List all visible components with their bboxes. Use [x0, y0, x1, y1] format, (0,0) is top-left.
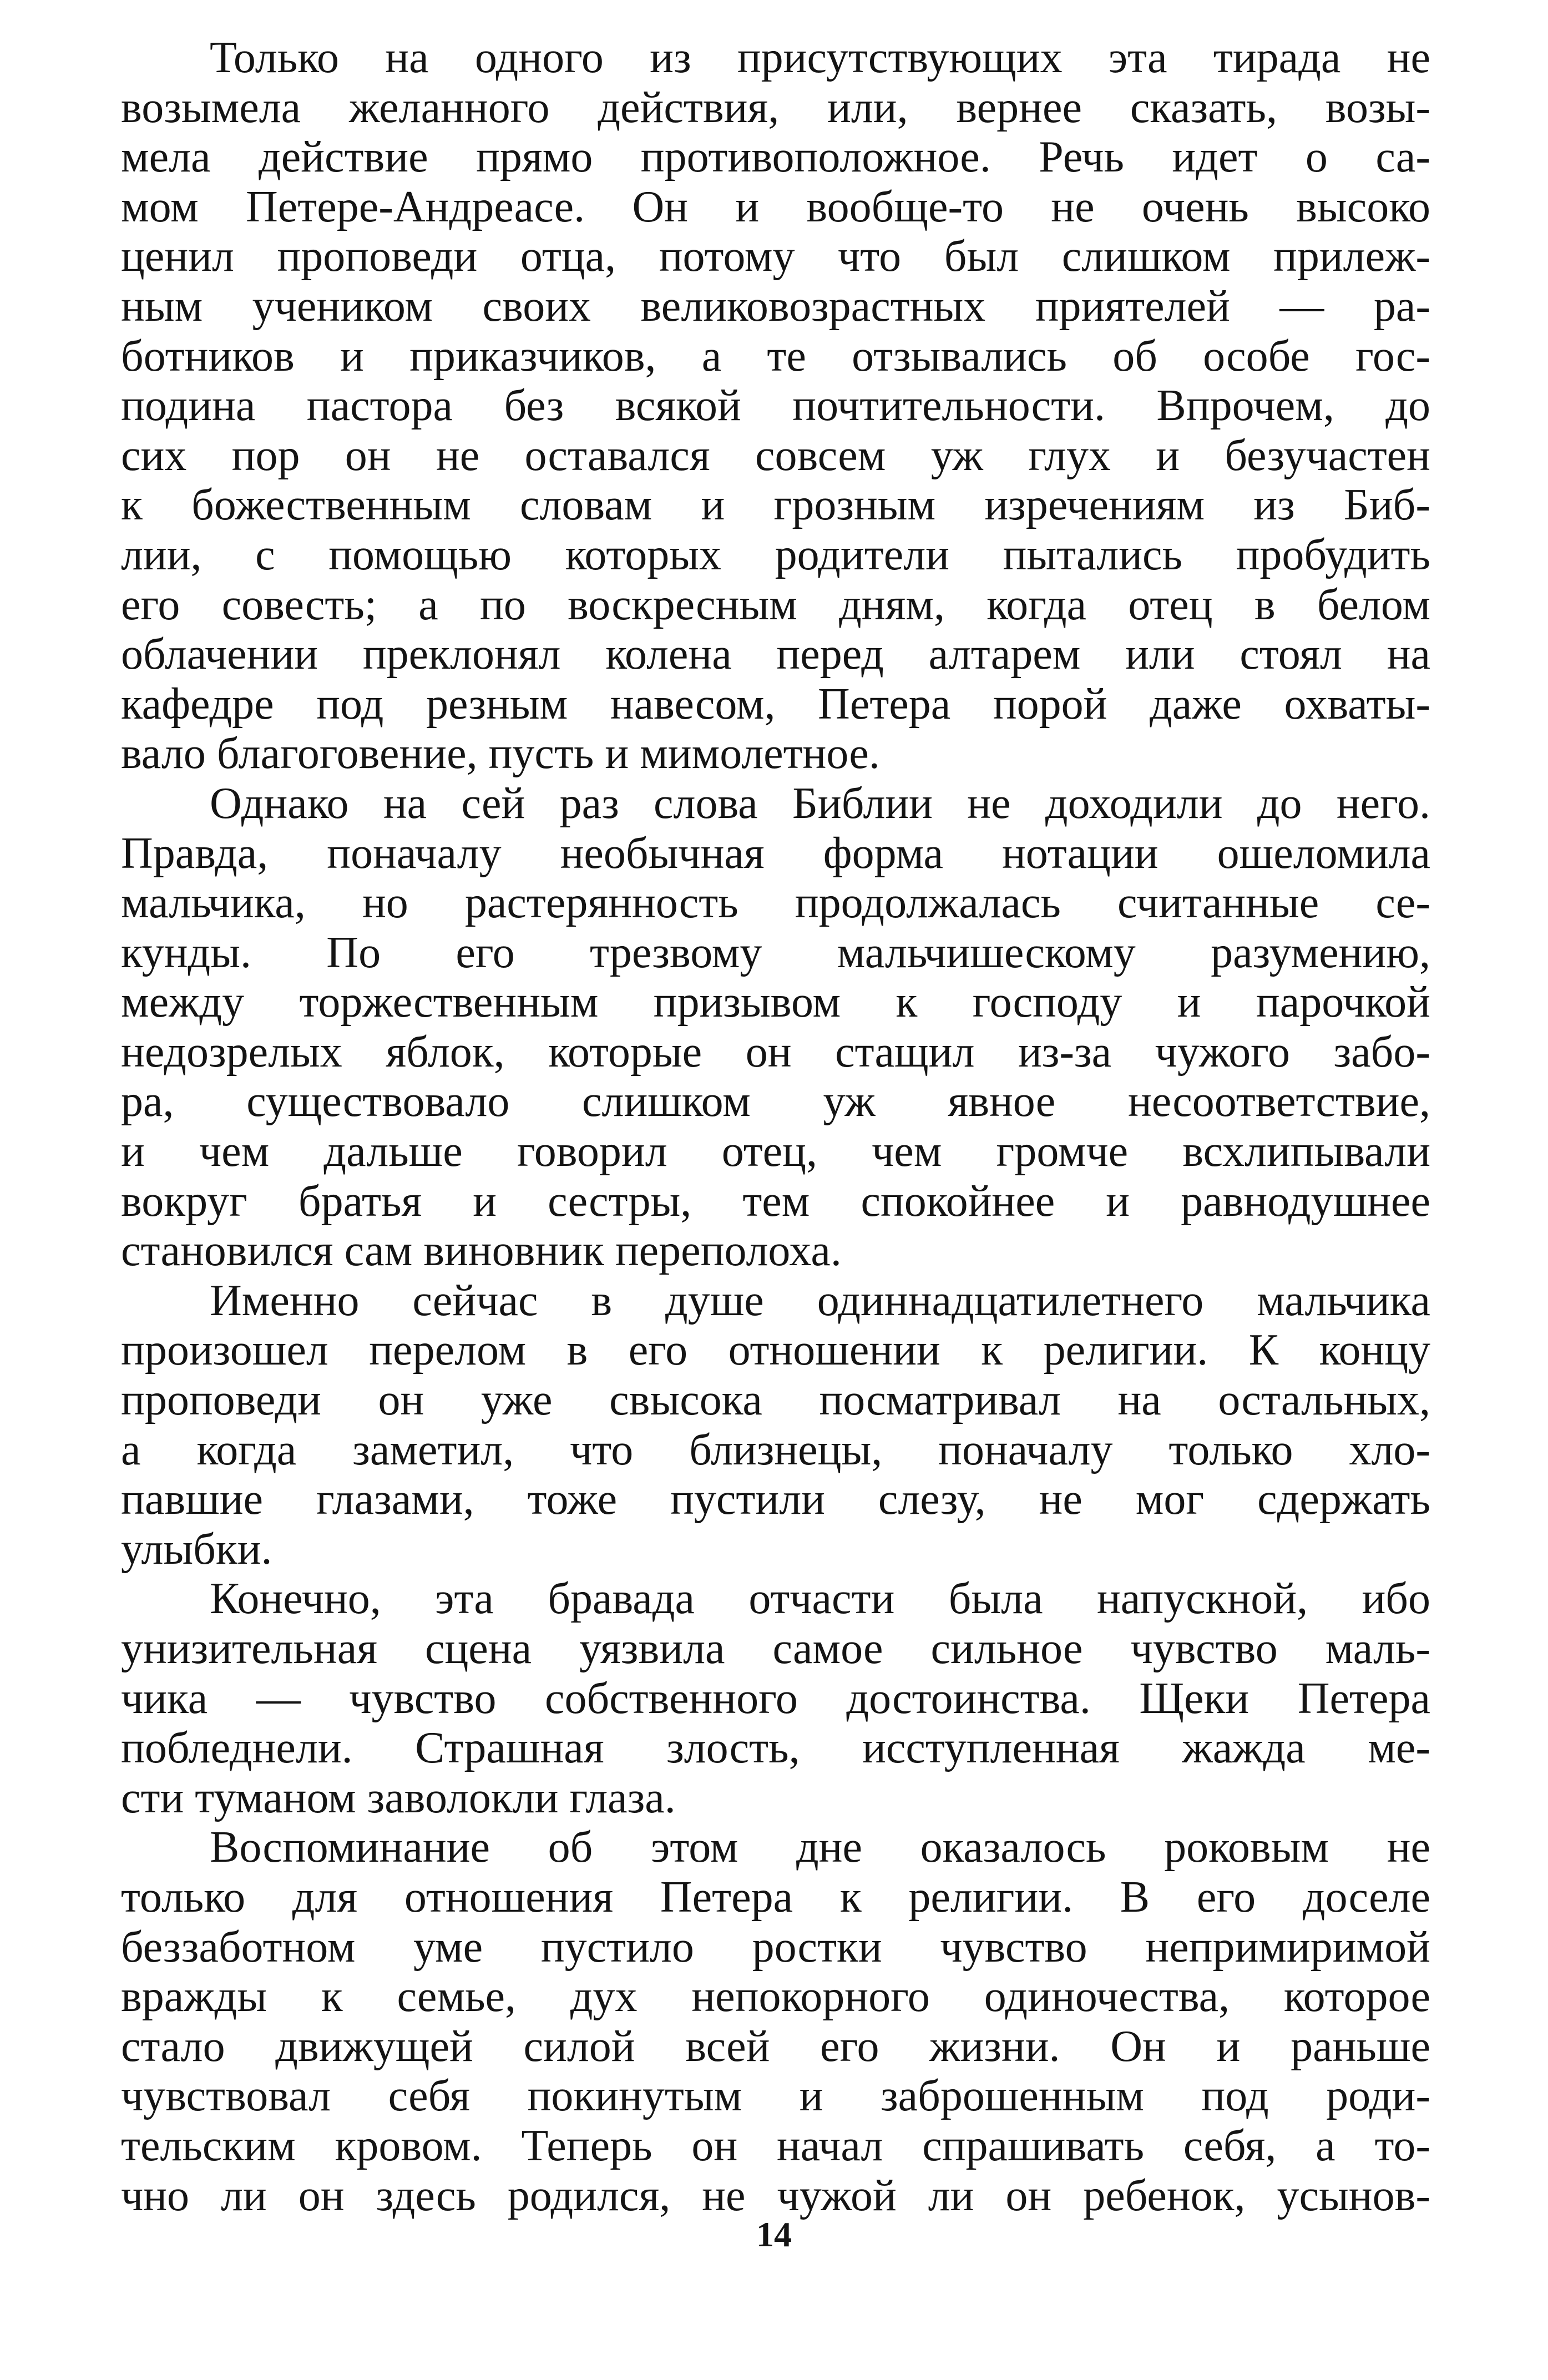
- text-line: вражды к семье, дух непокорного одиночества, которое: [121, 1972, 1430, 2022]
- text-line: облачении преклонял колена перед алтарем или стоял на: [121, 630, 1430, 679]
- text-line: возымела желанного действия, или, вернее сказать, возы-: [121, 83, 1430, 132]
- text-line: Воспоминание об этом дне оказалось роковым не: [210, 1823, 1430, 1872]
- text-line: между торжественным призывом к господу и парочкой: [121, 978, 1430, 1027]
- text-line: павшие глазами, тоже пустили слезу, не мог сдержать: [121, 1475, 1430, 1524]
- text-line: сих пор он не оставался совсем уж глух и безучастен: [121, 431, 1430, 480]
- text-line: чувствовал себя покинутым и заброшенным под роди-: [121, 2071, 1430, 2121]
- text-line: вокруг братья и сестры, тем спокойнее и равнодушнее: [121, 1176, 1430, 1226]
- text-line: к божественным словам и грозным изречениям из Биб-: [121, 481, 1430, 530]
- text-line: сти туманом заволокли глаза.: [121, 1773, 676, 1822]
- text-line: побледнели. Страшная злость, исступленная жажда ме-: [121, 1724, 1430, 1773]
- text-line: ра, существовало слишком уж явное несоответствие,: [121, 1077, 1430, 1126]
- paragraph: [121, 1823, 1430, 2221]
- text-line: вало благоговение, пусть и мимолетное.: [121, 729, 880, 779]
- text-line: недозрелых яблок, которые он стащил из-за чужого забо-: [121, 1027, 1430, 1077]
- text-line: ценил проповеди отца, потому что был слишком прилеж-: [121, 232, 1430, 281]
- text-line: Именно сейчас в душе одиннадцатилетнего мальчика: [210, 1276, 1430, 1325]
- text-line: его совесть; а по воскресным дням, когда отец в белом: [121, 580, 1430, 629]
- text-line: Правда, поначалу необычная форма нотации ошеломила: [121, 828, 1430, 878]
- text-line: только для отношения Петера к религии. В его доселе: [121, 1872, 1430, 1922]
- text-line: чно ли он здесь родился, не чужой ли он ребенок, усынов-: [121, 2171, 1430, 2220]
- text-line: а когда заметил, что близнецы, поначалу только хло-: [121, 1425, 1430, 1474]
- text-line: чика — чувство собственного достоинства. Щеки Петера: [121, 1674, 1430, 1723]
- text-line: унизительная сцена уязвила самое сильное чувство маль-: [121, 1624, 1430, 1673]
- text-line: Только на одного из присутствующих эта тирада не: [210, 33, 1430, 82]
- text-line: подина пастора без всякой почтительности. Впрочем, до: [121, 381, 1430, 431]
- text-line: произошел перелом в его отношении к религии. К концу: [121, 1326, 1430, 1375]
- text-line: кафедре под резным навесом, Петера порой даже охваты-: [121, 679, 1430, 729]
- paragraph: [121, 33, 1430, 779]
- text-line: стало движущей силой всей его жизни. Он и раньше: [121, 2022, 1430, 2071]
- paragraph: [121, 1574, 1430, 1823]
- body-text: [121, 33, 1430, 2221]
- text-line: мела действие прямо противоположное. Речь идет о са-: [121, 133, 1430, 182]
- text-line: улыбки.: [121, 1524, 272, 1574]
- text-line: и чем дальше говорил отец, чем громче всхлипывали: [121, 1127, 1430, 1176]
- text-line: ботников и приказчиков, а те отзывались об особе гос-: [121, 331, 1430, 381]
- page-number: 14: [756, 2215, 792, 2254]
- text-line: тельским кровом. Теперь он начал спрашивать себя, а то-: [121, 2121, 1430, 2170]
- text-line: мом Петере-Андреасе. Он и вообще-то не очень высоко: [121, 182, 1430, 231]
- paragraph: [121, 779, 1430, 1276]
- paragraph: [121, 1276, 1430, 1575]
- text-line: Конечно, эта бравада отчасти была напускной, ибо: [210, 1574, 1430, 1624]
- text-line: становился сам виновник переполоха.: [121, 1226, 842, 1276]
- text-line: беззаботном уме пустило ростки чувство непримиримой: [121, 1922, 1430, 1972]
- text-line: проповеди он уже свысока посматривал на остальных,: [121, 1376, 1430, 1425]
- text-line: лии, с помощью которых родители пытались пробудить: [121, 530, 1430, 579]
- text-line: Однако на сей раз слова Библии не доходили до него.: [210, 779, 1430, 828]
- text-line: кунды. По его трезвому мальчишескому разумению,: [121, 928, 1430, 977]
- text-line: ным учеником своих великовозрастных приятелей — ра-: [121, 281, 1430, 331]
- text-line: мальчика, но растерянность продолжалась считанные се-: [121, 878, 1430, 928]
